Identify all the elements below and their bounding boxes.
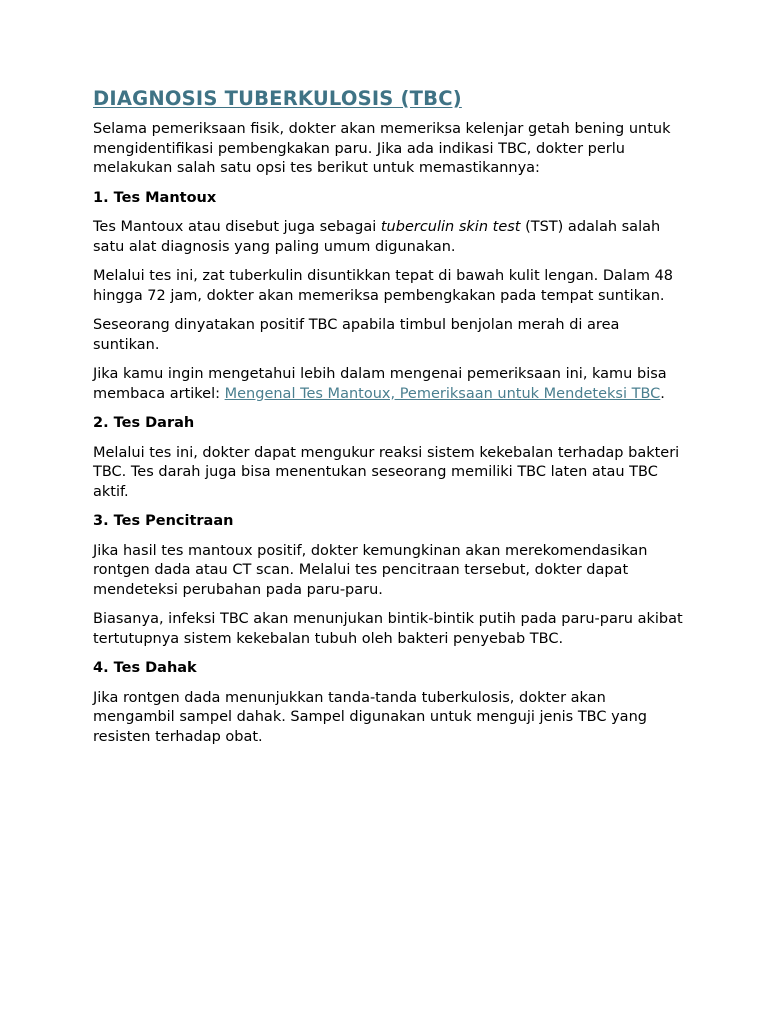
mantoux-link-period: . [660, 385, 665, 402]
pencitraan-paragraph-2: Biasanya, infeksi TBC akan menunjukan bintik-bintik putih pada paru-paru akibat tertutupnya sistem kekebalan tubuh oleh bakteri penyebab TBC. [93, 611, 683, 647]
section-heading-tes-darah: 2. Tes Darah [93, 415, 195, 431]
mantoux-italic-term: tuberculin skin test [380, 219, 521, 235]
mantoux-paragraph-3: Seseorang dinyatakan positif TBC apabila timbul benjolan merah di area suntikan. [93, 317, 620, 353]
document-page [93, 86, 683, 757]
page-title: DIAGNOSIS TUBERKULOSIS (TBC) [93, 87, 462, 110]
dahak-paragraph-1: Jika rontgen dada menunjukkan tanda-tanda tuberkulosis, dokter akan mengambil sampel dahak. Sampel digunakan untuk menguji jenis TBC yang resisten terhadap obat. [93, 689, 647, 745]
mantoux-paragraph-4 [93, 365, 683, 404]
mantoux-paragraph-1 [93, 218, 683, 257]
article-link[interactable]: Mengenal Tes Mantoux, Pemeriksaan untuk Mendeteksi TBC [224, 385, 661, 402]
mantoux-link-intro: Jika kamu ingin mengetahui lebih dalam mengenai pemeriksaan ini, kamu bisa membaca artikel: [93, 366, 667, 402]
pencitraan-paragraph-1: Jika hasil tes mantoux positif, dokter kemungkinan akan merekomendasikan rontgen dada atau CT scan. Melalui tes pencitraan tersebut, dokter dapat mendeteksi perubahan pada paru-paru. [93, 542, 648, 598]
mantoux-text-before: Tes Mantoux atau disebut juga sebagai [93, 219, 381, 235]
mantoux-paragraph-2: Melalui tes ini, zat tuberkulin disuntikkan tepat di bawah kulit lengan. Dalam 48 hingga 72 jam, dokter akan memeriksa pembengkakan pada tempat suntikan. [93, 268, 674, 304]
intro-paragraph: Selama pemeriksaan fisik, dokter akan memeriksa kelenjar getah bening untuk mengidentifikasi pembengkakan paru. Jika ada indikasi TBC, dokter perlu melakukan salah satu opsi tes berikut untuk memastikannya: [93, 121, 671, 176]
darah-paragraph-1: Melalui tes ini, dokter dapat mengukur reaksi sistem kekebalan terhadap bakteri TBC. Tes darah juga bisa menentukan seseorang memiliki TBC laten atau TBC aktif. [93, 444, 680, 500]
section-heading-tes-pencitraan: 3. Tes Pencitraan [93, 513, 234, 529]
section-heading-tes-dahak: 4. Tes Dahak [93, 660, 197, 676]
mantoux-text-after: (TST) adalah salah satu alat diagnosis yang paling umum digunakan. [93, 219, 661, 255]
section-heading-tes-mantoux: 1. Tes Mantoux [93, 189, 217, 206]
